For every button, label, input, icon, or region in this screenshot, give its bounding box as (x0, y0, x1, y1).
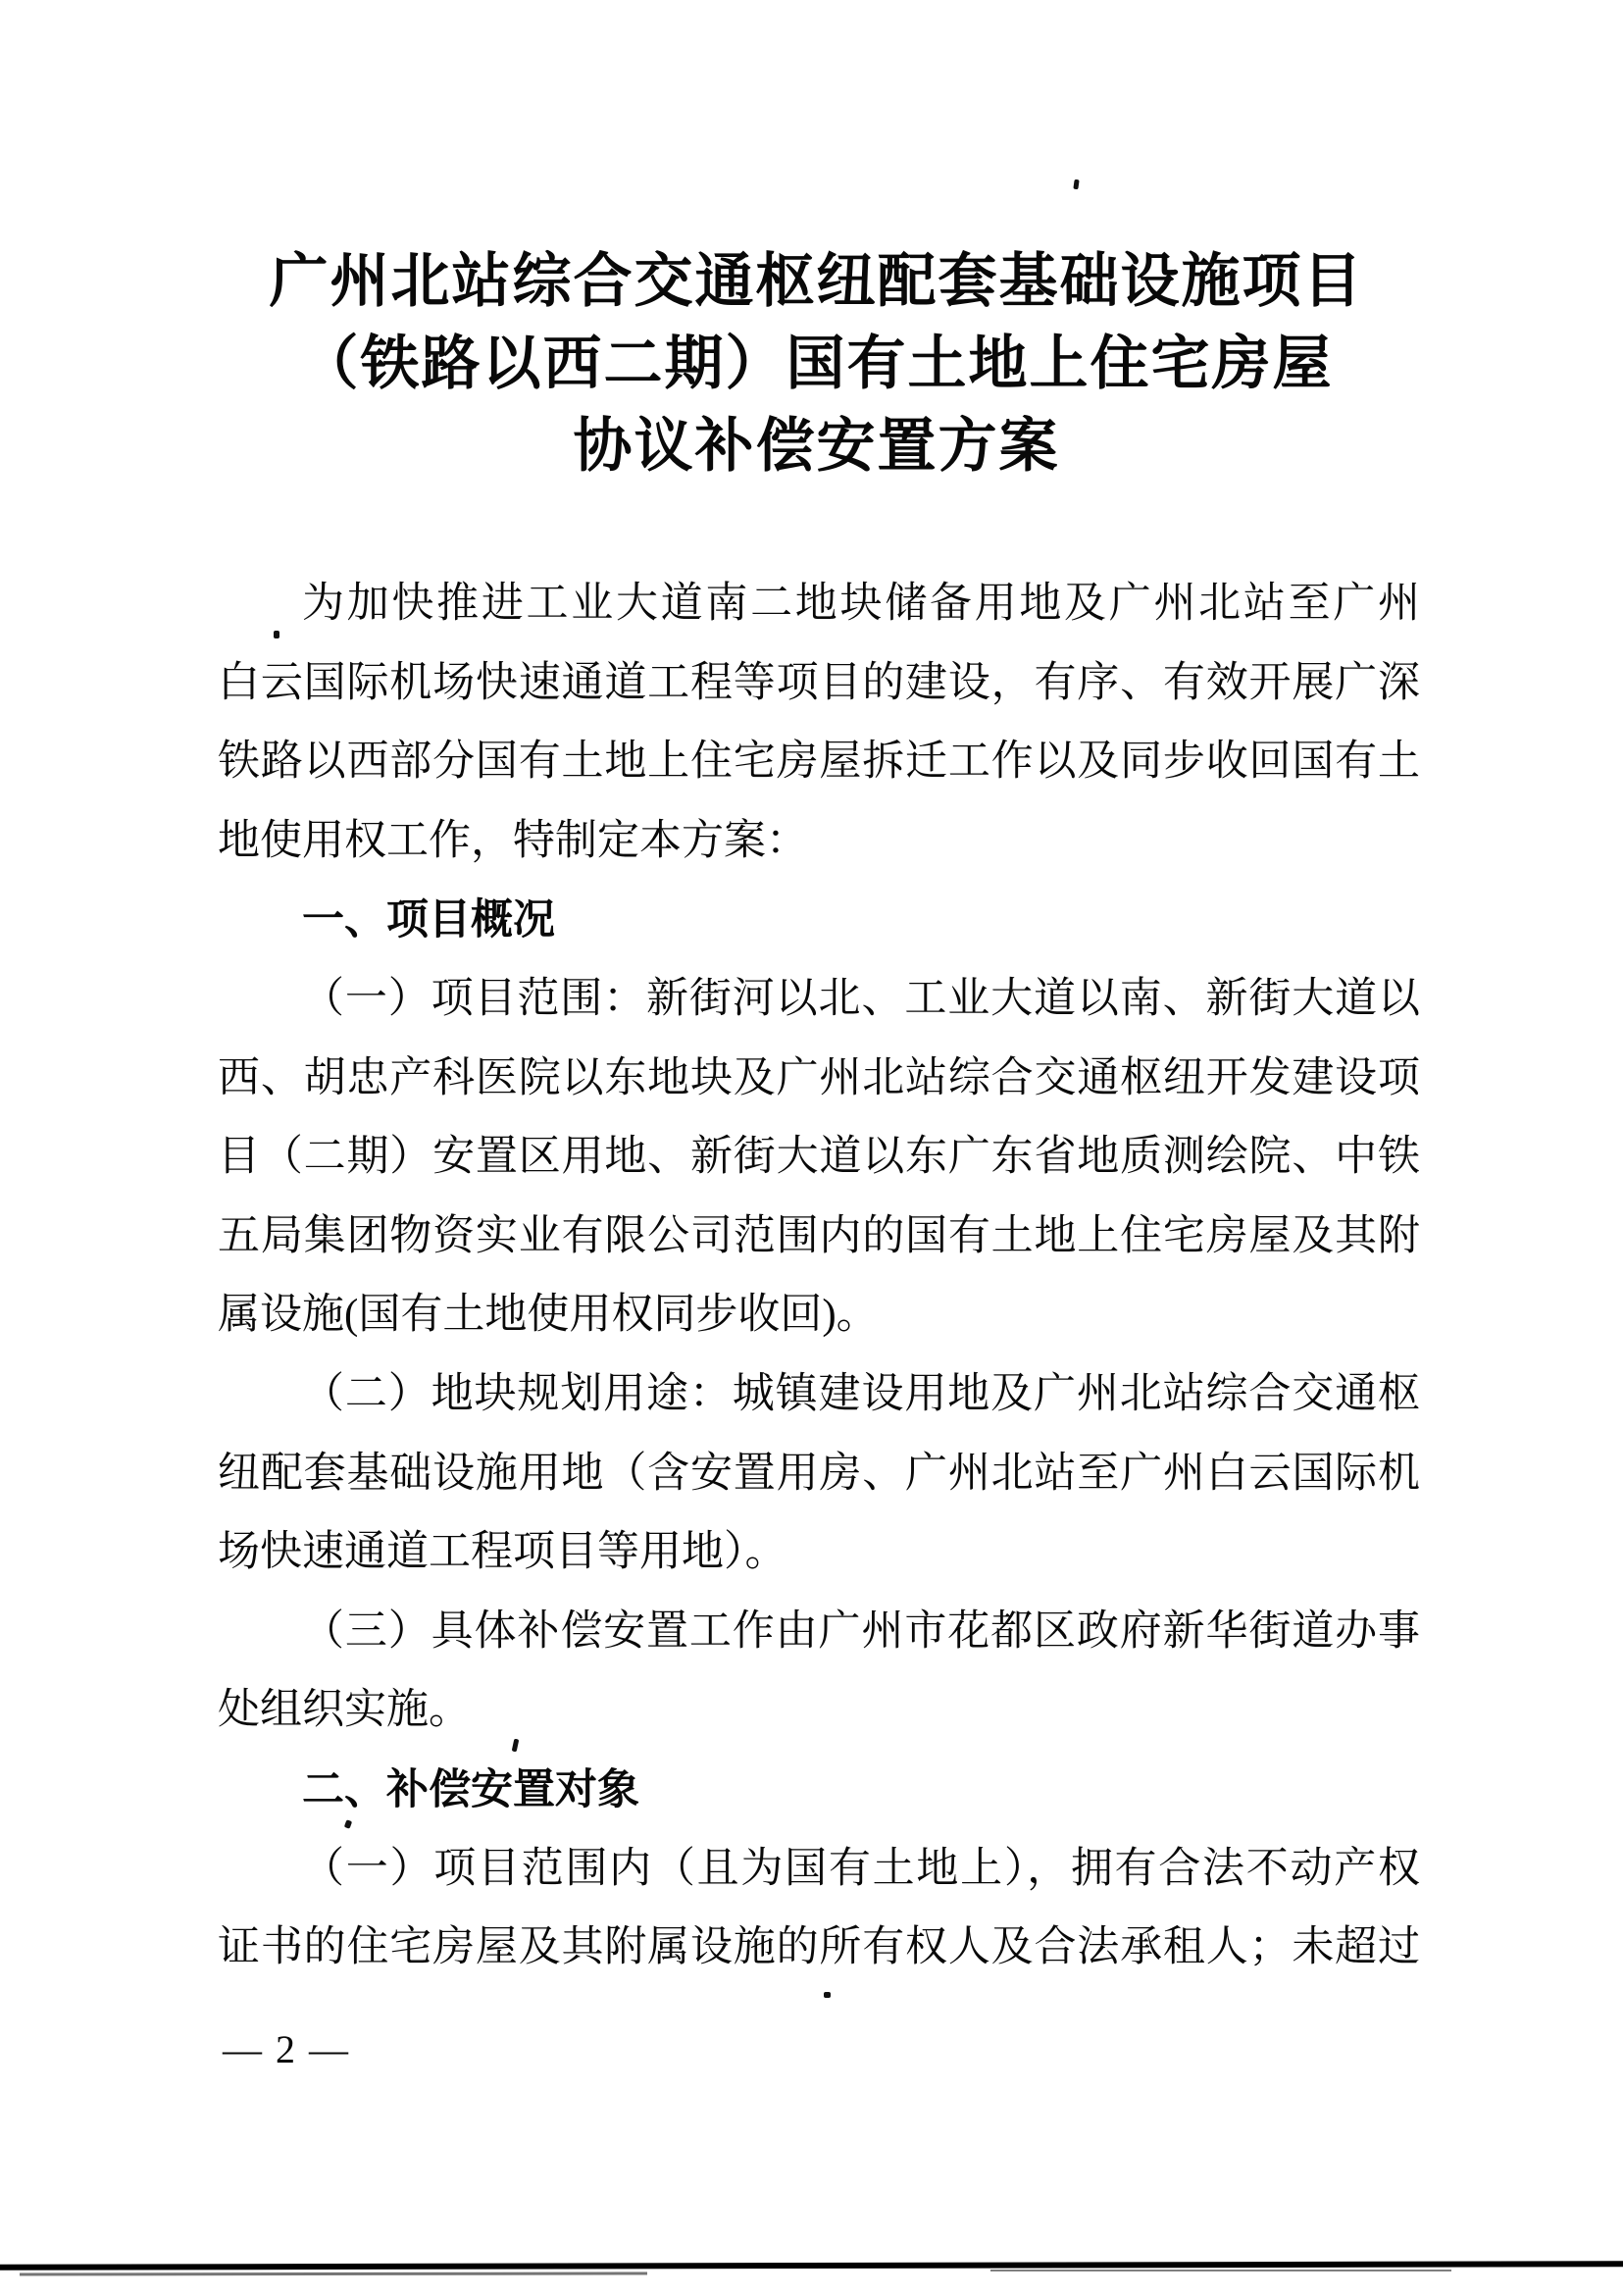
body-line: 场快速通道工程项目等用地）。 (218, 1529, 787, 1576)
document-title (10, 240, 1623, 487)
body-line: 白云国际机场快速通道工程等项目的建设，有序、有效开展广深 (218, 659, 1420, 706)
scan-artifact-line (20, 2271, 647, 2275)
body-line: 地使用权工作，特制定本方案： (218, 817, 808, 864)
body-line: 属设施(国有土地使用权同步收回)。 (218, 1292, 879, 1339)
body-line: 为加快推进工业大道南二地块储备用地及广州北站至广州 (302, 581, 1420, 627)
body-line: 西、胡忠产科医院以东地块及广州北站综合交通枢纽开发建设项 (218, 1054, 1420, 1101)
body-line: 目（二期）安置区用地、新街大道以东广东省地质测绘院、中铁 (218, 1134, 1420, 1181)
body-line: 纽配套基础设施用地（含安置用房、广州北站至广州白云国际机 (218, 1450, 1420, 1497)
page-number: — 2 — (223, 2027, 350, 2071)
scan-artifact-line (990, 2270, 1451, 2271)
scan-speck (824, 1992, 831, 1998)
scan-speck (274, 631, 279, 638)
body-line: 五局集团物资实业有限公司范围内的国有土地上住宅房屋及其附 (218, 1212, 1420, 1259)
body-line: 铁路以西部分国有土地上住宅房屋拆迁工作以及同步收回国有土 (218, 739, 1420, 786)
document-title-line: 广州北站综合交通枢纽配套基础设施项目 (269, 248, 1364, 314)
document-title-line: （铁路以西二期）国有土地上住宅房屋 (299, 331, 1334, 396)
body-line: 证书的住宅房屋及其附属设施的所有权人及合法承租人；未超过 (218, 1924, 1420, 1971)
scan-speck (1073, 179, 1079, 190)
body-line: （一）项目范围内（且为国有土地上），拥有合法不动产权 (302, 1845, 1420, 1892)
document-title-line: 协议补偿安置方案 (573, 413, 1060, 479)
section-1-heading: 一、项目概况 (302, 896, 555, 944)
document-body (218, 565, 1420, 1988)
section-2-heading: 二、补偿安置对象 (302, 1765, 639, 1813)
body-line: （一）项目范围：新街河以北、工业大道以南、新街大道以 (302, 975, 1420, 1022)
body-line: （二）地块规划用途：城镇建设用地及广州北站综合交通枢 (302, 1370, 1420, 1417)
body-line: （三）具体补偿安置工作由广州市花都区政府新华街道办事 (302, 1607, 1420, 1655)
body-line: 处组织实施。 (218, 1687, 471, 1734)
